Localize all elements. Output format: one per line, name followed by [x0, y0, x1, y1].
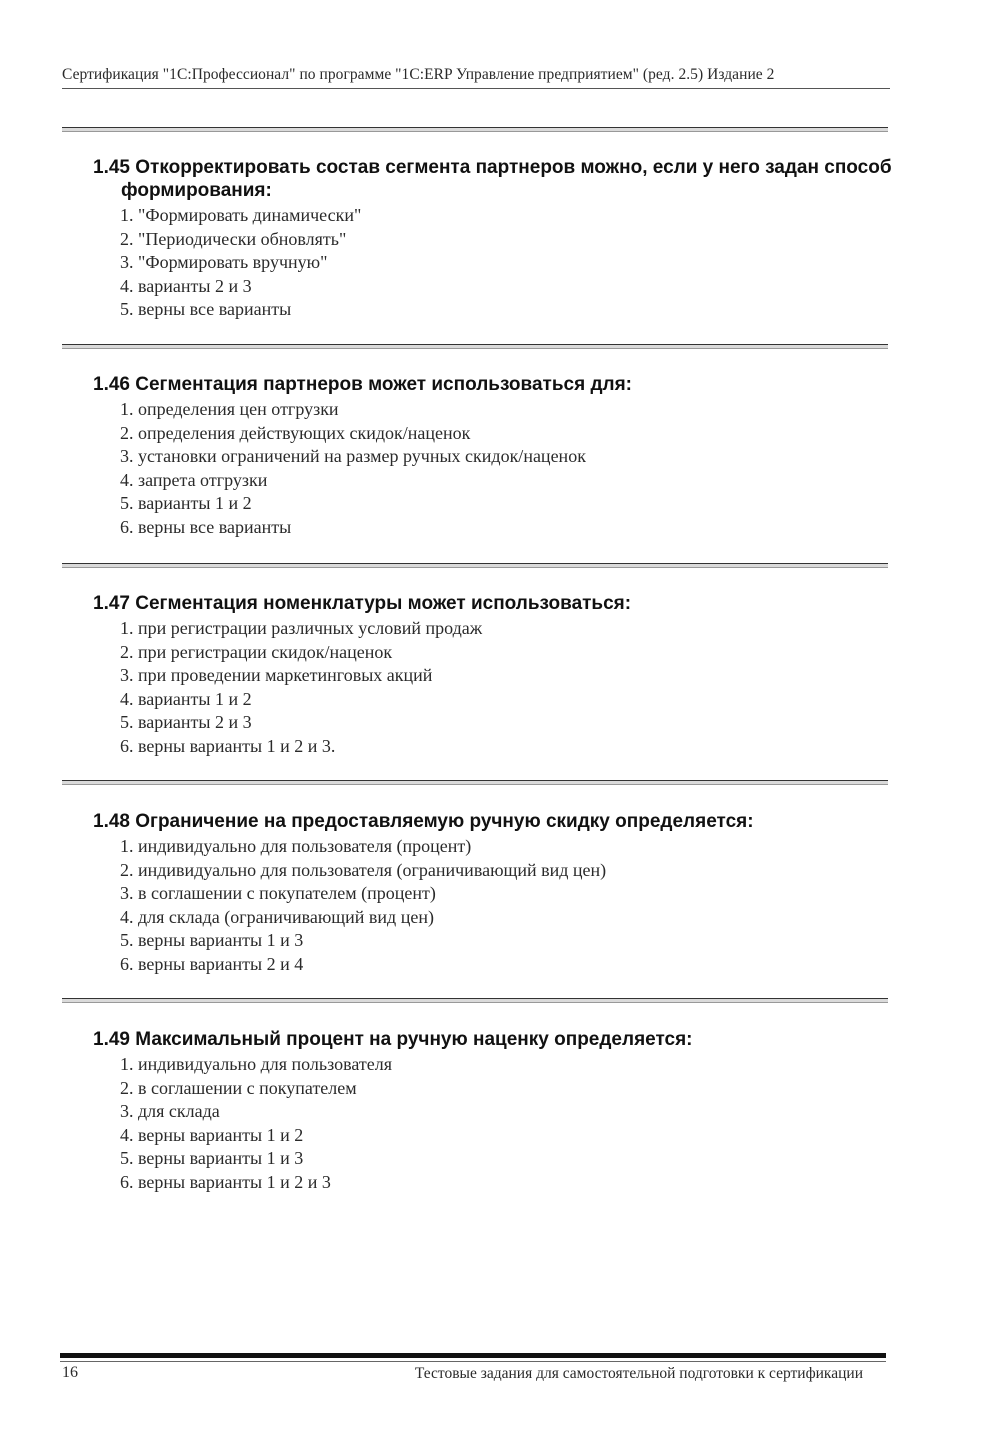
question-1-45: [93, 156, 893, 322]
answer-item: 6. верны варианты 1 и 2 и 3.: [120, 735, 336, 756]
question-separator: [62, 344, 888, 349]
answer-item: 5. верны варианты 1 и 3: [120, 930, 304, 950]
question-1-49: [93, 1028, 893, 1194]
question-title: 1.48 Ограничение на предоставляемую ручную скидку определяется:: [93, 811, 754, 832]
answer-item: 6. верны варианты 1 и 2 и 3: [120, 1171, 331, 1192]
answer-item: 4. варианты 1 и 2: [120, 688, 252, 709]
question-title: 1.47 Сегментация номенклатуры может использоваться:: [93, 593, 632, 614]
answer-item: 1. определения цен отгрузки: [120, 399, 339, 419]
answer-item: 5. варианты 1 и 2: [120, 493, 252, 513]
footer-rule-thin: [60, 1361, 886, 1362]
answer-item: 6. верны варианты 2 и 4: [120, 953, 304, 974]
question-separator: [62, 127, 888, 132]
answer-item: 1. "Формировать динамически": [120, 205, 362, 225]
answer-item: 1. при регистрации различных условий продаж: [120, 618, 483, 638]
question-title: 1.46 Сегментация партнеров может использоваться для:: [93, 374, 632, 395]
answer-list: [93, 204, 893, 322]
page-header: Сертификация "1С:Профессионал" по программе "1С:ERP Управление предприятием" (ред. 2.5) Издание 2: [62, 66, 775, 83]
question-separator: [62, 780, 888, 785]
footer-text: Тестовые задания для самостоятельной подготовки к сертификации: [414, 1365, 863, 1382]
answer-item: 4. для склада (ограничивающий вид цен): [120, 906, 434, 927]
question-1-47: [93, 592, 893, 758]
question-title: 1.45 Откорректировать состав сегмента партнеров можно, если у него задан способ формирования:: [93, 157, 892, 201]
answer-list: [93, 398, 893, 539]
answer-item: 1. индивидуально для пользователя (процент): [120, 836, 472, 856]
answer-item: 2. определения действующих скидок/наценок: [120, 422, 471, 443]
answer-item: 3. в соглашении с покупателем (процент): [120, 883, 436, 903]
answer-item: 2. "Периодически обновлять": [120, 228, 347, 249]
header-rule: [62, 88, 890, 89]
answer-item: 3. при проведении маркетинговых акций: [120, 665, 433, 685]
answer-item: 4. запрета отгрузки: [120, 469, 268, 490]
answer-item: 2. при регистрации скидок/наценок: [120, 641, 393, 662]
question-separator: [62, 563, 888, 568]
question-separator: [62, 998, 888, 1003]
answer-list: [93, 617, 893, 758]
answer-item: 3. установки ограничений на размер ручных скидок/наценок: [120, 446, 586, 466]
answer-item: 2. индивидуально для пользователя (ограничивающий вид цен): [120, 859, 607, 880]
answer-item: 1. индивидуально для пользователя: [120, 1054, 392, 1074]
answer-list: [93, 1053, 893, 1194]
answer-item: 5. верны варианты 1 и 3: [120, 1148, 304, 1168]
answer-item: 3. для склада: [120, 1101, 220, 1121]
answer-item: 4. варианты 2 и 3: [120, 275, 252, 296]
footer-rule: [60, 1353, 886, 1358]
question-1-48: [93, 810, 893, 976]
answer-item: 4. верны варианты 1 и 2: [120, 1124, 304, 1145]
answer-item: 3. "Формировать вручную": [120, 252, 328, 272]
answer-item: 6. верны все варианты: [120, 516, 292, 537]
question-1-46: [93, 373, 893, 539]
answer-list: [93, 835, 893, 976]
answer-item: 5. варианты 2 и 3: [120, 712, 252, 732]
page-number: 16: [62, 1364, 78, 1381]
answer-item: 2. в соглашении с покупателем: [120, 1077, 357, 1098]
question-title: 1.49 Максимальный процент на ручную наценку определяется:: [93, 1029, 693, 1050]
answer-item: 5. верны все варианты: [120, 299, 292, 319]
